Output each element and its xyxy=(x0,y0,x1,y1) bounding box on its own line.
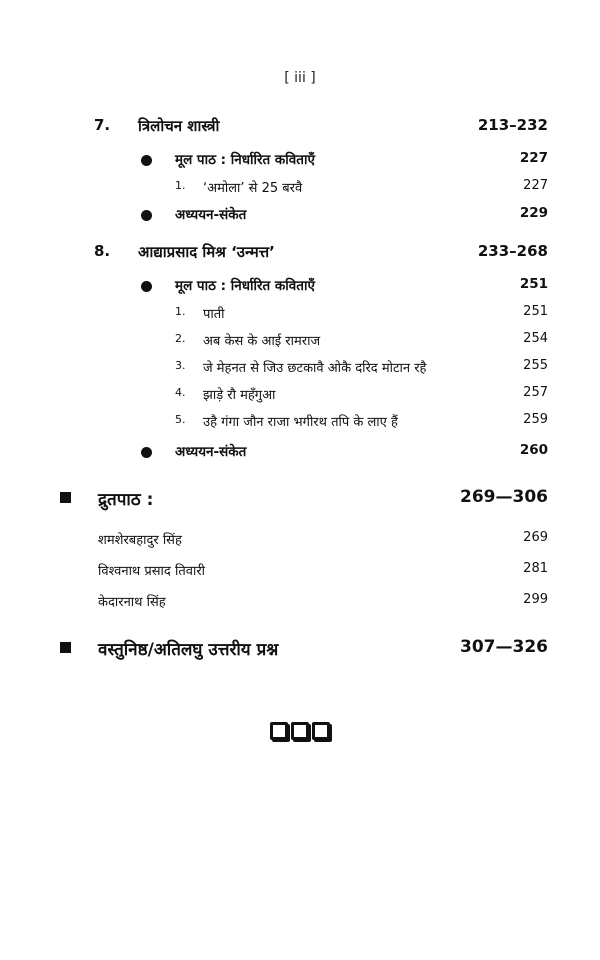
section-pages: 269—306 xyxy=(460,487,548,507)
poem-page: 259 xyxy=(523,412,548,427)
bullet-page: 229 xyxy=(519,205,548,221)
square-bullet-icon xyxy=(60,642,71,653)
chapter-title: आद्याप्रसाद मिश्र ‘उन्मत्त’ xyxy=(138,243,275,261)
poem-title: पाती xyxy=(203,307,225,322)
chapter-pages: 213–232 xyxy=(477,116,548,134)
poem-number: 5. xyxy=(175,413,186,426)
entry-page: 299 xyxy=(523,592,548,607)
bullet-icon xyxy=(141,210,152,221)
poem-title: झाड़े रौ महँगुआ xyxy=(203,388,276,403)
bullet-label: मूल पाठ : निर्धारित कविताएँ xyxy=(175,152,315,168)
box-icon xyxy=(291,722,309,740)
poem-title: अब केस के आई रामराज xyxy=(203,334,321,349)
poem-page: 251 xyxy=(523,304,548,319)
poem-number: 4. xyxy=(175,386,186,399)
section-title: द्रुतपाठ : xyxy=(98,490,154,510)
poem-number: 1. xyxy=(175,305,186,318)
poem-page: 254 xyxy=(523,331,548,346)
bullet-page: 260 xyxy=(519,442,548,458)
poem-page: 255 xyxy=(523,358,548,373)
poem-title: ‘अमोला’ से 25 बरवै xyxy=(203,181,303,196)
poem-title: जे मेहनत से जिउ छटकावै ओकै दरिद मोटान रहै xyxy=(203,361,427,376)
entry-title: शमशेरबहादुर सिंह xyxy=(98,533,182,548)
section-title: वस्तुनिष्ठ/अतिलघु उत्तरीय प्रश्न xyxy=(98,640,279,660)
poem-number: 1. xyxy=(175,179,186,192)
poem-number: 2. xyxy=(175,332,186,345)
bullet-page: 227 xyxy=(519,150,548,166)
bullet-label: अध्ययन-संकेत xyxy=(175,207,247,223)
bullet-page: 251 xyxy=(519,276,548,292)
bullet-label: मूल पाठ : निर्धारित कविताएँ xyxy=(175,278,315,294)
chapter-pages: 233–268 xyxy=(477,242,548,260)
three-square-boxes-icon xyxy=(0,722,600,740)
poem-page: 227 xyxy=(523,178,548,193)
chapter-number: 7. xyxy=(94,116,111,134)
bullet-icon xyxy=(141,447,152,458)
poem-title: उहै गंगा जौन राजा भगीरथ तपि के लाए हैं xyxy=(203,415,398,430)
square-bullet-icon xyxy=(60,492,71,503)
entry-page: 269 xyxy=(523,530,548,545)
entry-title: विश्वनाथ प्रसाद तिवारी xyxy=(98,564,206,579)
section-pages: 307—326 xyxy=(460,637,548,657)
entry-page: 281 xyxy=(523,561,548,576)
poem-page: 257 xyxy=(523,385,548,400)
bullet-icon xyxy=(141,281,152,292)
box-icon xyxy=(312,722,330,740)
bullet-label: अध्ययन-संकेत xyxy=(175,444,247,460)
chapter-number: 8. xyxy=(94,242,111,260)
page-number-marker: [ iii ] xyxy=(284,70,316,86)
bullet-icon xyxy=(141,155,152,166)
chapter-title: त्रिलोचन शास्त्री xyxy=(138,117,220,135)
box-icon xyxy=(270,722,288,740)
entry-title: केदारनाथ सिंह xyxy=(98,595,166,610)
poem-number: 3. xyxy=(175,359,186,372)
